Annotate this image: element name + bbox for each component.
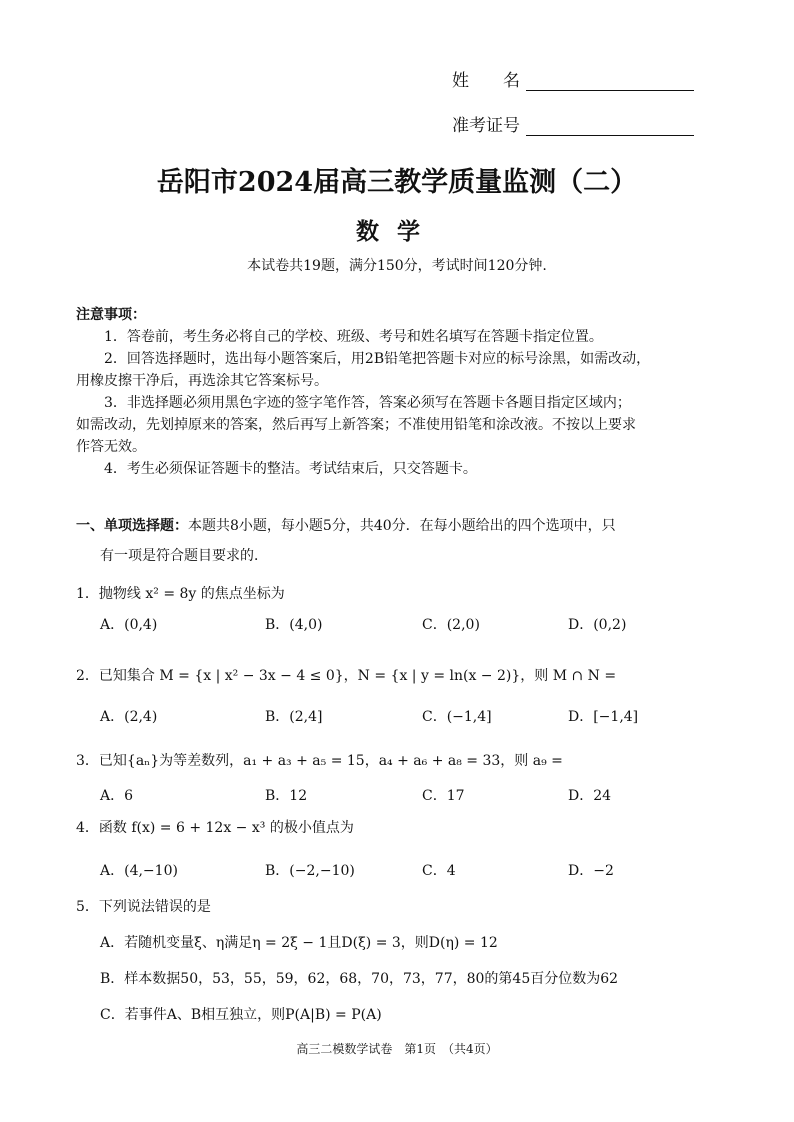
page-footer: 高三二模数学试卷 第1页 （共4页） [296,1042,498,1056]
question-2-stem: 2．已知集合 M = {x | x² − 3x − 4 ≤ 0}，N = {x | y = ln(x − 2)}，则 M ∩ N = [76,668,617,684]
q5-option-a[interactable]: A．若随机变量ξ、η满足η = 2ξ − 1且D(ξ) = 3，则D(η) = 12 [100,935,498,951]
question-4-stem: 4．函数 f(x) = 6 + 12x − x³ 的极小值点为 [76,820,354,836]
subject-title: 数学 [356,218,438,245]
q1-option-c[interactable]: C．(2,0) [422,617,480,633]
q4-option-c[interactable]: C．4 [422,863,456,879]
note-line: 作答无效。 [76,439,146,455]
section-desc-1: 本题共8小题，每小题5分，共40分．在每小题给出的四个选项中，只 [188,518,616,534]
q1-option-b[interactable]: B．(4,0) [265,617,323,633]
note-line: 4．考生必须保证答题卡的整洁。考试结束后，只交答题卡。 [104,461,477,477]
section-header [76,511,726,571]
q4-option-b[interactable]: B．(−2,−10) [265,863,355,879]
note-line: 2．回答选择题时，选出每小题答案后，用2B铅笔把答题卡对应的标号涂黑，如需改动， [104,351,651,367]
question-5-stem: 5．下列说法错误的是 [76,899,211,915]
name-blank[interactable] [526,72,694,91]
question-3-stem: 3．已知{aₙ}为等差数列，a₁ + a₃ + a₅ = 15，a₄ + a₆ + a₈ = 33，则 a₉ = [76,753,563,769]
name-field [452,66,694,91]
q2-option-a[interactable]: A．(2,4) [100,709,158,725]
q1-option-a[interactable]: A．(0,4) [100,617,158,633]
notes-heading: 注意事项： [76,307,146,323]
exam-info: 本试卷共19题，满分150分，考试时间120分钟. [247,258,547,274]
q2-option-d[interactable]: D．[−1,4] [568,709,639,725]
note-line: 如需改动，先划掉原来的答案，然后再写上新答案；不准使用铅笔和涂改液。不按以上要求 [76,417,636,433]
q3-option-d[interactable]: D．24 [568,788,612,804]
id-field [452,111,694,136]
name-label: 姓 名 [452,71,520,91]
note-line: 用橡皮擦干净后，再选涂其它答案标号。 [76,373,328,389]
section-desc-2: 有一项是符合题目要求的． [100,548,268,564]
q3-option-b[interactable]: B．12 [265,788,308,804]
q2-option-c[interactable]: C．(−1,4] [422,709,492,725]
q3-option-c[interactable]: C．17 [422,788,465,804]
note-line: 3．非选择题必须用黑色字迹的签字笔作答，答案必须写在答题卡各题目指定区域内； [104,395,631,411]
q3-option-a[interactable]: A．6 [100,788,134,804]
id-label: 准考证号 [452,116,520,136]
q4-option-d[interactable]: D．−2 [568,863,614,879]
id-blank[interactable] [526,117,694,136]
q1-option-d[interactable]: D．(0,2) [568,617,627,633]
q4-option-a[interactable]: A．(4,−10) [100,863,178,879]
note-line: 1．答卷前，考生务必将自己的学校、班级、考号和姓名填写在答题卡指定位置。 [104,329,603,345]
section-heading: 一、单项选择题： [76,518,188,534]
notes-list [76,326,721,480]
q5-option-b[interactable]: B．样本数据50，53，55，59，62，68，70，73，77，80的第45百分位数为62 [100,971,619,987]
question-1-stem: 1．抛物线 x² = 8y 的焦点坐标为 [76,586,285,602]
q5-option-c[interactable]: C．若事件A、B相互独立，则P(A|B) = P(A) [100,1007,382,1023]
exam-title: 岳阳市2024届高三教学质量监测（二） [156,167,638,198]
q2-option-b[interactable]: B．(2,4] [265,709,323,725]
